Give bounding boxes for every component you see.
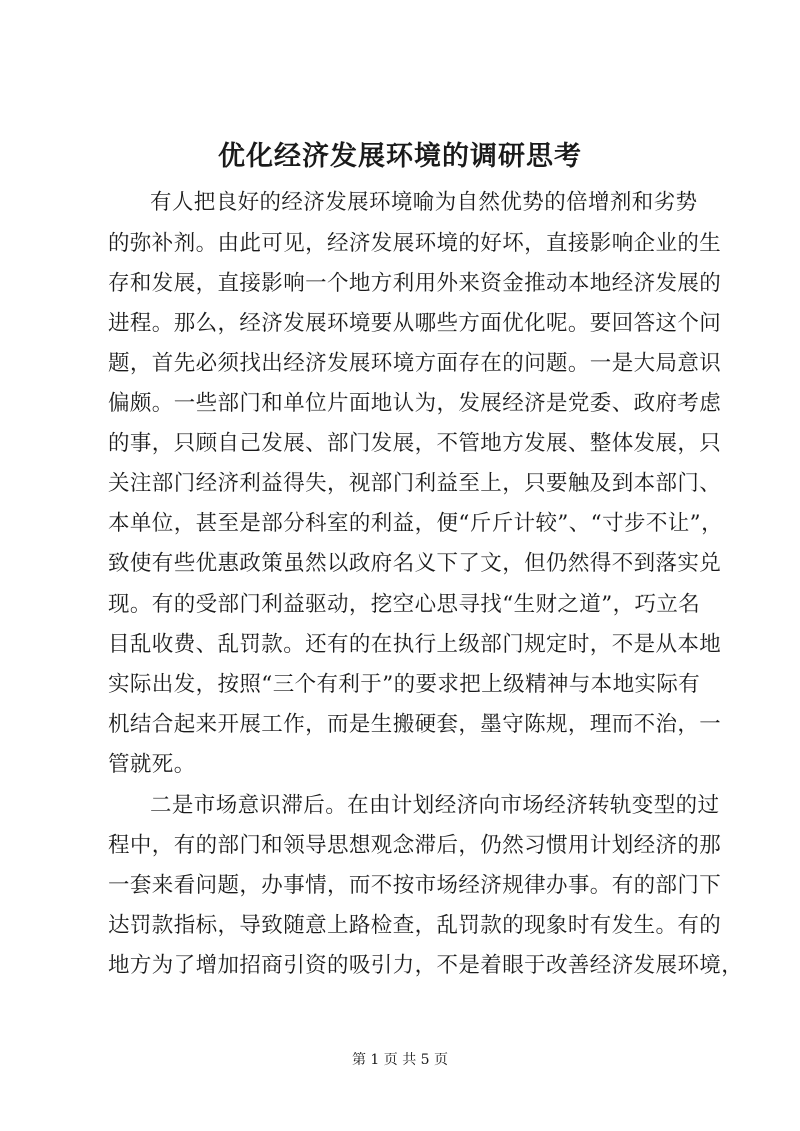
paragraph-line: 存和发展，直接影响一个地方利用外来资金推动本地经济发展的 (108, 271, 722, 296)
paragraph-line: 的弥补剂。由此可见，经济发展环境的好坏，直接影响企业的生 (108, 231, 722, 256)
paragraph-line: 关注部门经济利益得失，视部门利益至上，只要触及到本部门、 (108, 471, 722, 496)
paragraph-line: 程中，有的部门和领导思想观念滞后，仍然习惯用计划经济的那 (108, 833, 722, 858)
paragraph-line: 致使有些优惠政策虽然以政府名义下了文，但仍然得不到落实兑 (108, 551, 722, 576)
paragraph-line: 的事，只顾自己发展、部门发展，不管地方发展、整体发展，只 (108, 431, 722, 456)
paragraph-line: 二是市场意识滞后。在由计划经济向市场经济转轨变型的过 (150, 793, 720, 818)
paragraph-line: 进程。那么，经济发展环境要从哪些方面优化呢。要回答这个问 (108, 311, 722, 336)
paragraph-line: 管就死。 (108, 752, 196, 777)
paragraph-line: 目乱收费、乱罚款。还有的在执行上级部门规定时，不是从本地 (108, 632, 722, 657)
paragraph-line: 机结合起来开展工作，而是生搬硬套，墨守陈规，理而不治，一 (108, 712, 722, 737)
paragraph-line: 偏颇。一些部门和单位片面地认为，发展经济是党委、政府考虑 (108, 391, 722, 416)
paragraph-line: 地方为了增加招商引资的吸引力，不是着眼于改善经济发展环境， (108, 953, 744, 978)
page-number-footer: 第 1 页 共 5 页 (351, 1052, 449, 1068)
paragraph-line: 达罚款指标，导致随意上路检查，乱罚款的现象时有发生。有的 (108, 913, 722, 938)
paragraph-line: 题，首先必须找出经济发展环境方面存在的问题。一是大局意识 (108, 351, 722, 376)
paragraph-line: 一套来看问题，办事情，而不按市场经济规律办事。有的部门下 (108, 873, 722, 898)
paragraph-line: 有人把良好的经济发展环境喻为自然优势的倍增剂和劣势 (150, 190, 698, 215)
document-title: 优化经济发展环境的调研思考 (218, 141, 582, 172)
paragraph-line: 现。有的受部门利益驱动，挖空心思寻找“生财之道”，巧立名 (108, 592, 701, 617)
paragraph-line: 实际出发，按照“三个有利于”的要求把上级精神与本地实际有 (108, 672, 701, 697)
paragraph-line: 本单位，甚至是部分科室的利益，便“斤斤计较”、“寸步不让”， (108, 511, 723, 536)
